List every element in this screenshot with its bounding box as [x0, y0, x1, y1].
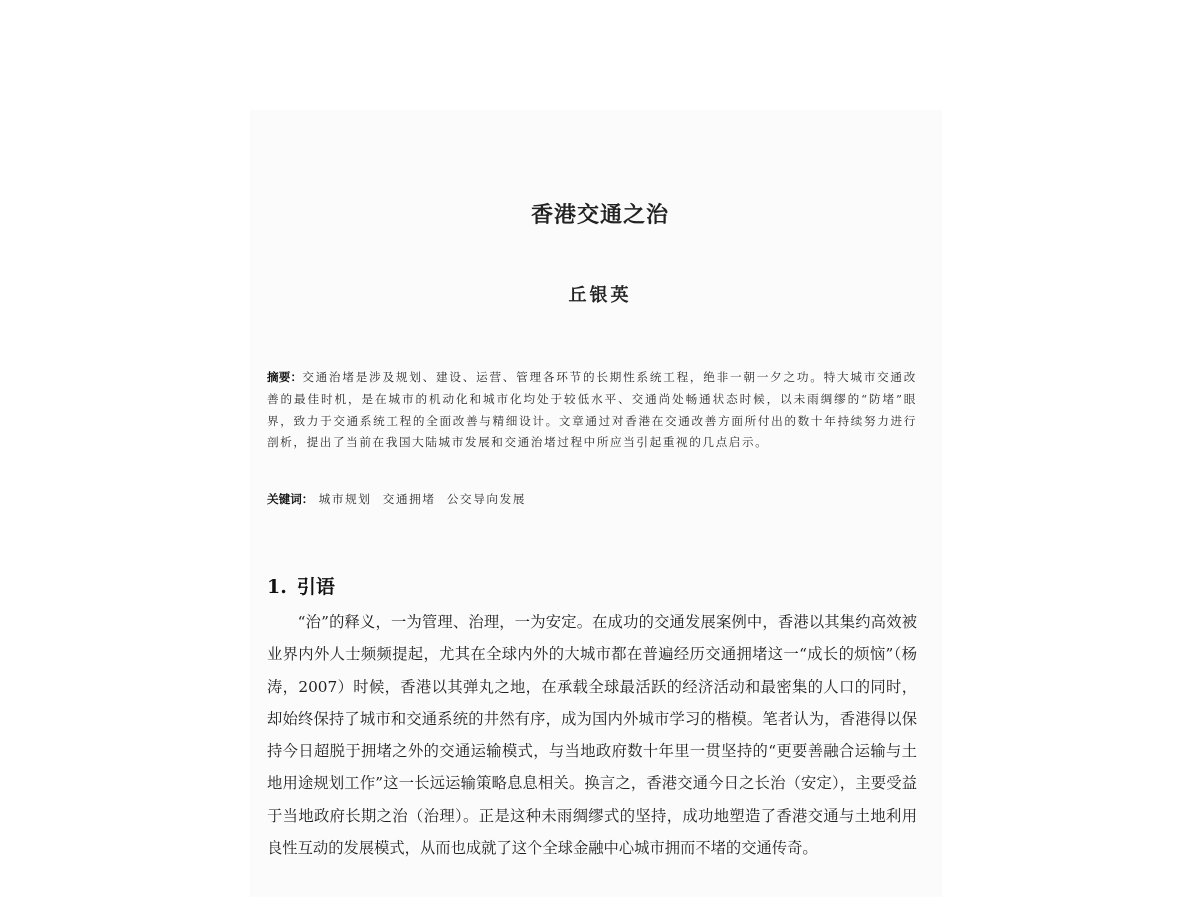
abstract-label: 摘要：	[267, 370, 303, 384]
keywords-block	[267, 489, 917, 511]
section-heading	[267, 572, 335, 599]
keyword-item: 城市规划	[318, 492, 372, 506]
section-title: 引语	[296, 576, 335, 598]
keywords-label: 关键词：	[267, 492, 314, 506]
document-author: 丘银英	[568, 285, 632, 306]
abstract-block	[267, 367, 917, 454]
document-title: 香港交通之治	[530, 203, 669, 228]
keyword-item: 交通拥堵	[382, 492, 436, 506]
section-number: 1.	[267, 576, 287, 598]
keyword-item: 公交导向发展	[446, 492, 527, 506]
body-paragraph: “治”的释义，一为管理、治理，一为安定。在成功的交通发展案例中，香港以其集约高效被业界内外人士频频提起，尤其在全球内外的大城市都在普遍经历交通拥堵这一“成长的烦恼”（杨涛，2007）时候，香港以其弹丸之地，在承载全球最活跃的经济活动和最密集的人口的同时，却始终保持了城市和交通系统的井然有序，成为国内外城市学习的楷模。笔者认为，香港得以保持今日超脱于拥堵之外的交通运输模式，与当地政府数十年里一贯坚持的“更要善融合运输与土地用途规划工作”这一长远运输策略息息相关。换言之，香港交通今日之长治（安定），主要受益于当地政府长期之治（治理）。正是这种未雨绸缪式的坚持，成功地塑造了香港交通与土地利用良性互动的发展模式，从而也成就了这个全球金融中心城市拥而不堵的交通传奇。	[267, 613, 917, 858]
abstract-text: 交通治堵是涉及规划、建设、运营、管理各环节的长期性系统工程，绝非一朝一夕之功。特大城市交通改善的最佳时机，是在城市的机动化和城市化均处于较低水平、交通尚处畅通状态时候，以未雨绸缪的“防堵”眼界，致力于交通系统工程的全面改善与精细设计。文章通过对香港在交通改善方面所付出的数十年持续努力进行剖析，提出了当前在我国大陆城市发展和交通治堵过程中所应当引起重视的几点启示。	[267, 370, 917, 450]
